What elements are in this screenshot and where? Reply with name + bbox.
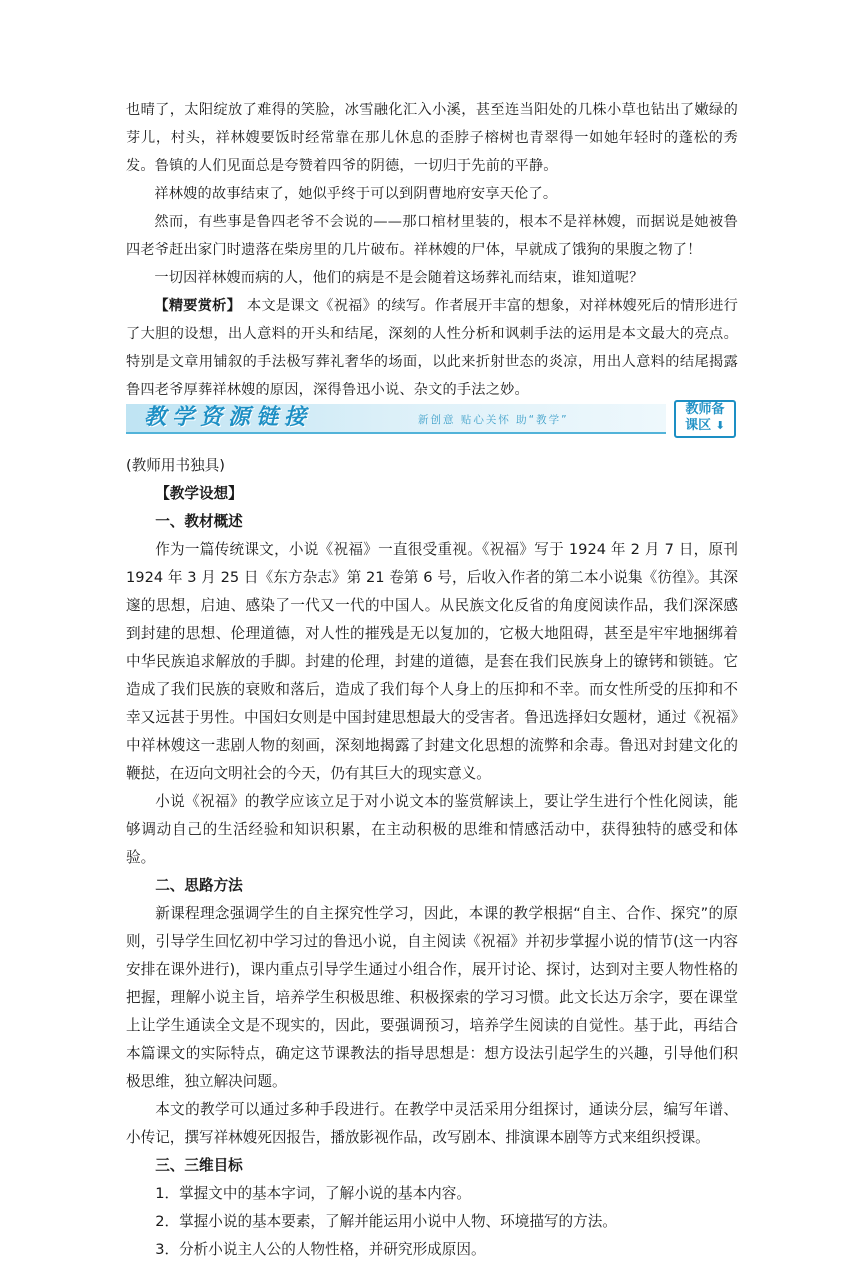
section-2-paragraph-1: 新课程理念强调学生的自主探究性学习，因此，本课的教学根据“自主、合作、探究”的原则，引导学生回忆初中学习过的鲁迅小说，自主阅读《祝福》并初步掌握小说的情节(这一内容安排在课外进行)，课内重点引导学生通过小组合作，展开讨论、探讨，达到对主要人物性格的把握，理解小说主旨，培养学生积极思维、积极探索的学习习惯。此文长达万余字，要在课堂上让学生通读全文是不现实的，因此，要强调预习，培养学生阅读的自觉性。基于此，再结合本篇课文的实际特点，确定这节课教法的指导思想是：想方设法引起学生的兴趣，引导他们积极思维，独立解决问题。 bbox=[126, 905, 738, 1090]
story-paragraph-3: 然而，有些事是鲁四老爷不会说的——那口棺材里装的，根本不是祥林嫂，而据说是她被鲁四老爷赶出家门时遗落在柴房里的几片破布。祥林嫂的尸体，早就成了饿狗的果腹之物了！ bbox=[126, 214, 738, 258]
story-section bbox=[126, 96, 738, 404]
section-1-title: 一、教材概述 bbox=[155, 513, 243, 530]
section-2-title: 二、思路方法 bbox=[155, 877, 243, 894]
analysis-tag: 【精要赏析】 bbox=[154, 298, 242, 314]
goal-item: 2．掌握小说的基本要素，了解并能运用小说中人物、环境描写的方法。 bbox=[155, 1213, 617, 1230]
goal-item: 1．掌握文中的基本字词，了解小说的基本内容。 bbox=[155, 1185, 471, 1202]
down-arrow-icon: ⬇ bbox=[715, 419, 725, 432]
section-3-title: 三、三维目标 bbox=[155, 1157, 243, 1174]
story-paragraph-1: 也晴了，太阳绽放了难得的笑脸，冰雪融化汇入小溪，甚至连当阳处的几株小草也钻出了嫩绿的芽儿，村头，祥林嫂要饭时经常靠在那儿休息的歪脖子榕树也青翠得一如她年轻时的蓬松的秀发。鲁镇的人们见面总是夸赞着四爷的阴德，一切归于先前的平静。 bbox=[126, 102, 738, 174]
goal-item: 3．分析小说主人公的人物性格，并研究形成原因。 bbox=[155, 1241, 486, 1258]
teacher-section bbox=[126, 452, 738, 1264]
badge-line-2: 课区 bbox=[685, 418, 712, 433]
teaching-plan-heading: 【教学设想】 bbox=[155, 485, 243, 502]
section-1-paragraph-2: 小说《祝福》的教学应该立足于对小说文本的鉴赏解读上，要让学生进行个性化阅读，能够调动自己的生活经验和知识积累，在主动积极的思维和情感活动中，获得独特的感受和体验。 bbox=[126, 793, 738, 866]
analysis-paragraph bbox=[126, 292, 738, 404]
story-paragraph-2: 祥林嫂的故事结束了，她似乎终于可以到阴曹地府安享天伦了。 bbox=[154, 186, 558, 202]
section-2-paragraph-2: 本文的教学可以通过多种手段进行。在教学中灵活采用分组探讨，通读分层，编写年谱、小传记，撰写祥林嫂死因报告，播放影视作品，改写剧本、排演课本剧等方式来组织授课。 bbox=[126, 1101, 738, 1146]
resource-banner bbox=[126, 398, 738, 438]
teacher-note: (教师用书独具) bbox=[126, 457, 225, 474]
banner-title: 教学资源链接 bbox=[144, 404, 313, 430]
story-paragraph-4: 一切因祥林嫂而病的人，他们的病是不是会随着这场葬礼而结束，谁知道呢？ bbox=[154, 270, 644, 286]
badge-line-1: 教师备 bbox=[685, 402, 725, 417]
section-1-paragraph-1: 作为一篇传统课文，小说《祝福》一直很受重视。《祝福》写于 1924 年 2 月 7 日，原刊 1924 年 3 月 25 日《东方杂志》第 21 卷第 6 号，后收入作者的第二本小说集《彷徨》。其深邃的思想，启迪、感染了一代又一代的中国人。从民族文化反省的角度阅读作品，我们深深感到封建的思想、伦理道德，对人性的摧残是无以复加的，它极大地阻碍，甚至是牢牢地捆绑着中华民族追求解放的手脚。封建的伦理，封建的道德，是套在我们民族身上的镣铐和锁链。它造成了我们民族的衰败和落后，造成了我们每个人身上的压抑和不幸。而女性所受的压抑和不幸又远甚于男性。中国妇女则是中国封建思想最大的受害者。鲁迅选择妇女题材，通过《祝福》中祥林嫂这一悲剧人物的刻画，深刻地揭露了封建文化思想的流弊和余毒。鲁迅对封建文化的鞭挞，在迈向文明社会的今天，仍有其巨大的现实意义。 bbox=[126, 541, 738, 782]
banner-subtitle: 新创意 贴心关怀 助“教学” bbox=[418, 414, 569, 426]
teacher-section-badge bbox=[674, 400, 736, 438]
analysis-text: 本文是课文《祝福》的续写。作者展开丰富的想象，对祥林嫂死后的情形进行了大胆的设想，出人意料的开头和结尾，深刻的人性分析和讽刺手法的运用是本文最大的亮点。特别是文章用铺叙的手法极写葬礼奢华的场面，以此来折射世态的炎凉，用出人意料的结尾揭露鲁四老爷厚葬祥林嫂的原因，深得鲁迅小说、杂文的手法之妙。 bbox=[126, 298, 738, 398]
